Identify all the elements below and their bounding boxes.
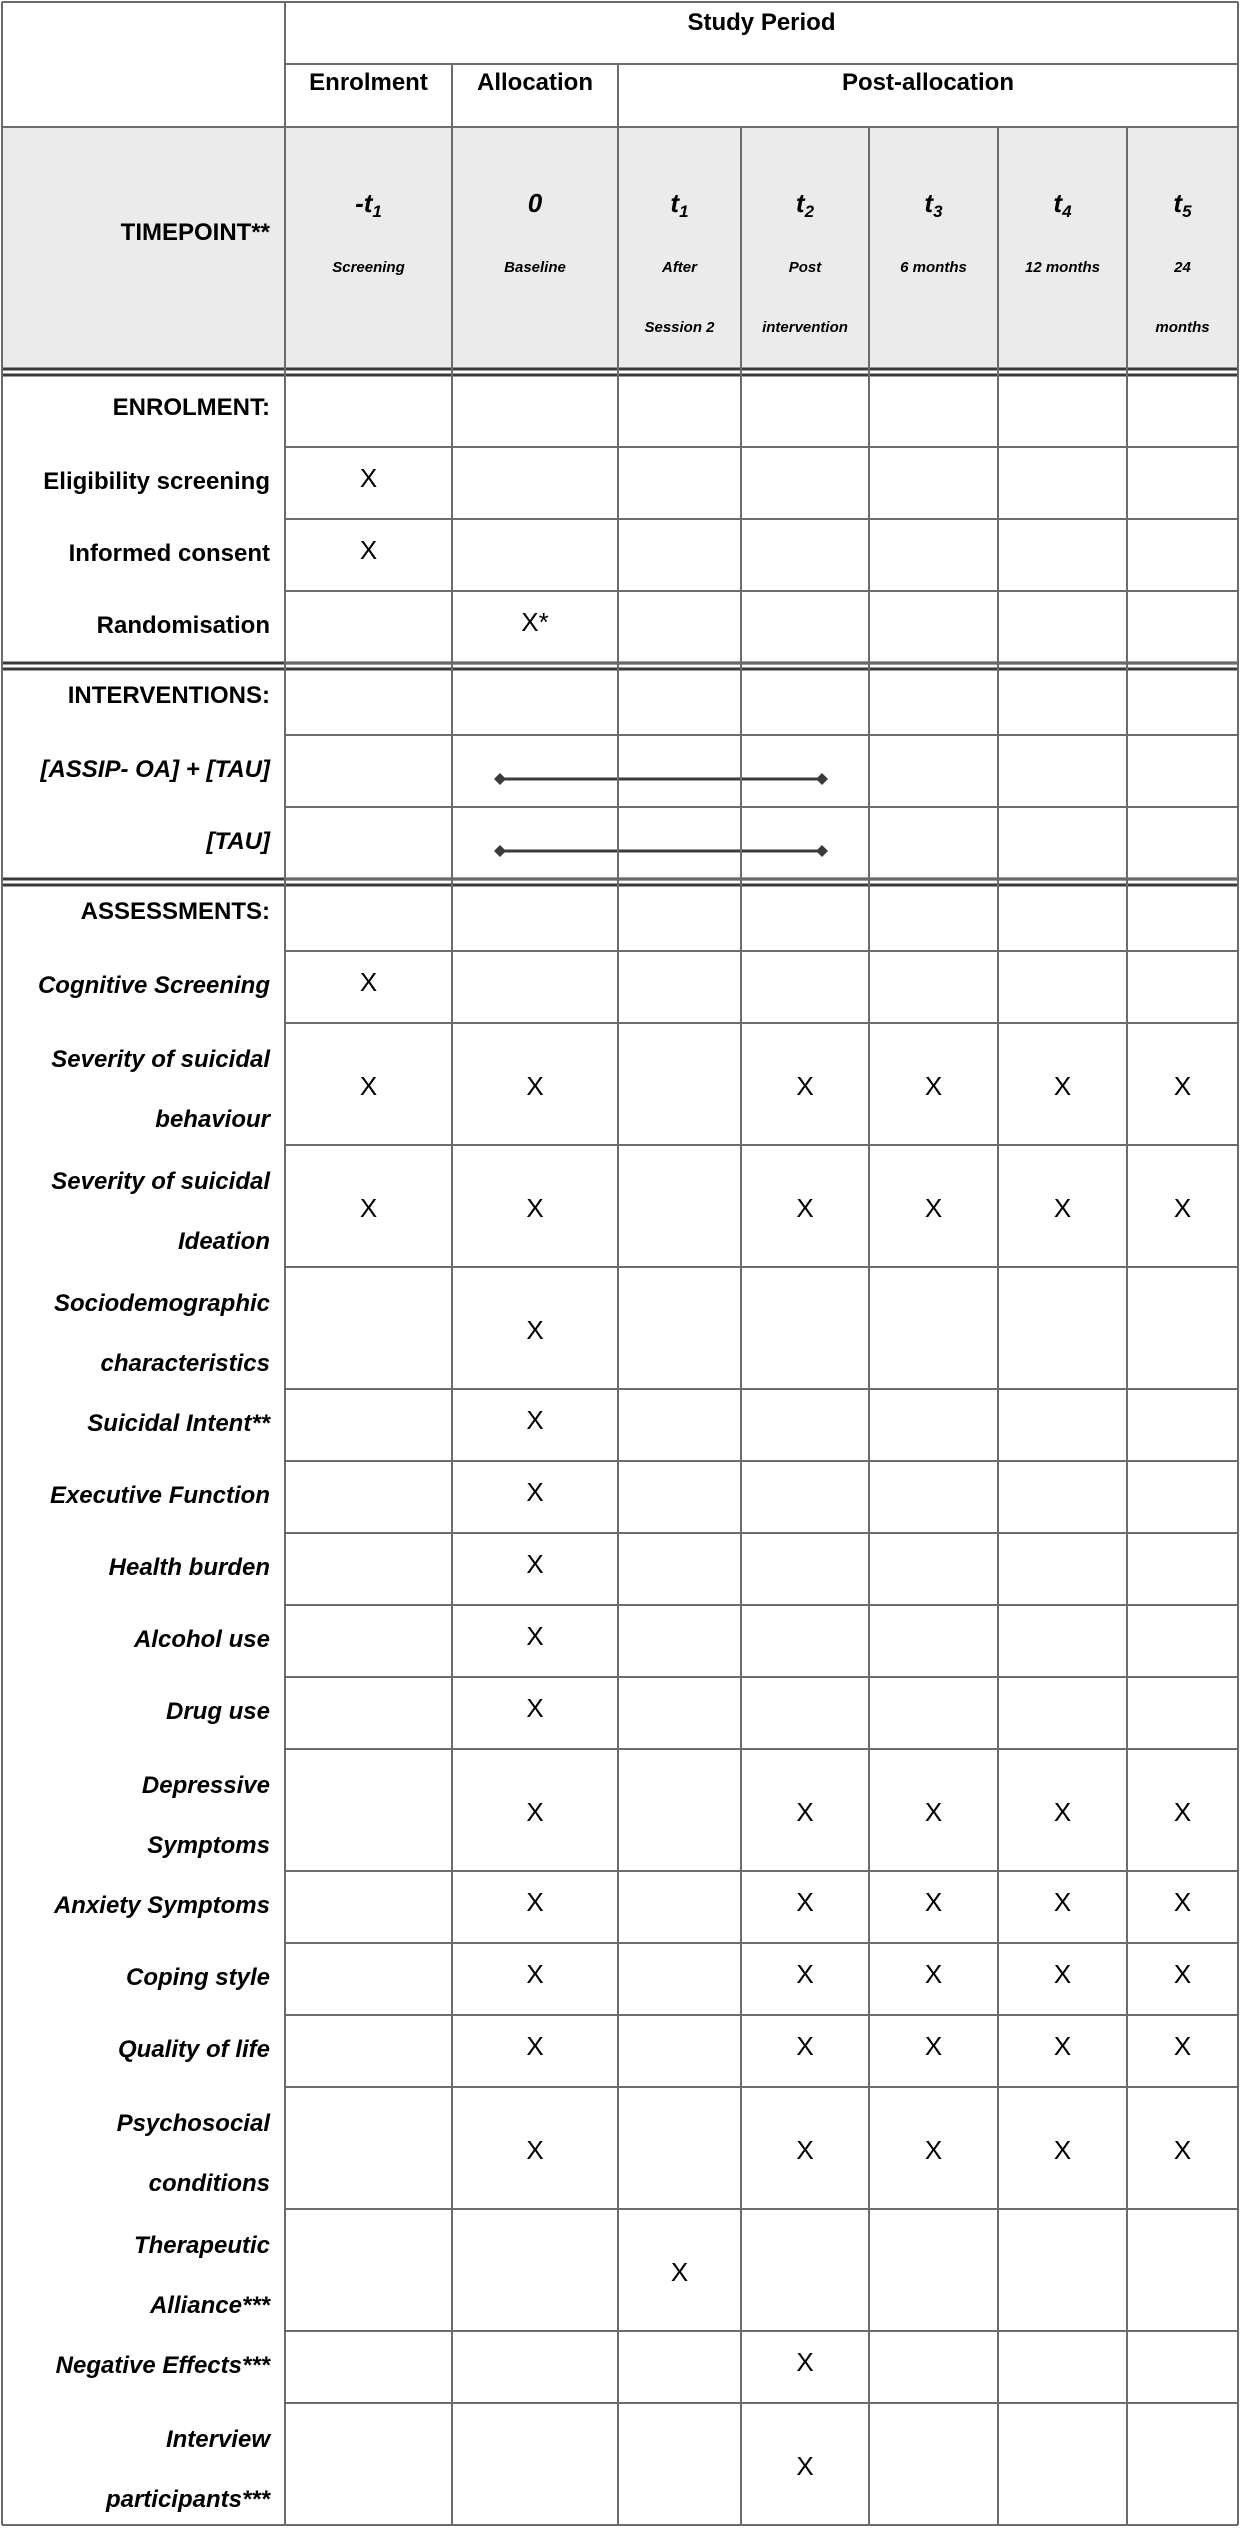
schedule-mark: X: [1173, 1071, 1192, 1101]
row-label: Interview: [165, 2426, 270, 2453]
schedule-mark: X: [924, 1071, 943, 1101]
schedule-mark: X*: [521, 607, 549, 637]
row-label: Cognitive Screening: [37, 972, 270, 999]
section-title: ASSESSMENTS:: [80, 898, 270, 925]
schedule-mark: X: [526, 1887, 544, 1917]
schedule-mark: X: [1173, 1959, 1192, 1989]
row-label: Severity of suicidal: [51, 1046, 270, 1073]
schedule-mark: X: [924, 1797, 943, 1827]
schedule-mark: X: [924, 2135, 943, 2165]
timepoint-desc-t1: After: [661, 259, 698, 276]
schedule-mark: X: [1173, 1193, 1192, 1223]
schedule-mark: X: [796, 2031, 814, 2061]
row-label: Randomisation: [96, 612, 270, 639]
timepoint-desc-0: Baseline: [504, 259, 566, 276]
row-label: Alcohol use: [133, 1626, 270, 1653]
schedule-mark: X: [796, 2135, 814, 2165]
timepoint-desc-t5: months: [1155, 319, 1210, 336]
schedule-mark: X: [1053, 1887, 1072, 1917]
bar-start-diamond: [494, 773, 506, 785]
timepoint-symbol-main: -t: [355, 188, 373, 218]
timepoint-symbol-0: [528, 188, 543, 218]
schedule-mark: X: [359, 967, 378, 997]
schedule-mark: X: [526, 1549, 544, 1579]
schedule-mark: X: [924, 1959, 943, 1989]
schedule-mark: X: [924, 1193, 943, 1223]
schedule-mark: X: [796, 1959, 814, 1989]
row-label: Drug use: [165, 1698, 270, 1725]
schedule-mark: X: [924, 2031, 943, 2061]
timepoint-symbol-main: t: [924, 188, 934, 218]
row-label: Symptoms: [147, 1832, 270, 1859]
timepoint-desc--t1: Screening: [332, 259, 405, 276]
schedule-mark: X: [796, 1887, 814, 1917]
bar-end-diamond: [816, 845, 828, 857]
schedule-mark: X: [1053, 1959, 1072, 1989]
schedule-mark: X: [526, 1193, 544, 1223]
schedule-mark: X: [526, 1405, 544, 1435]
timepoint-symbol-main: t: [795, 188, 805, 218]
timepoint-subscript: 5: [1182, 202, 1192, 221]
schedule-mark: X: [796, 1071, 814, 1101]
timepoint-symbol-main: t: [670, 188, 680, 218]
row-label: Suicidal Intent**: [87, 1410, 270, 1437]
row-label: Alliance***: [149, 2292, 270, 2319]
row-label: Sociodemographic: [53, 1290, 270, 1317]
timepoint-desc-t1: Session 2: [644, 319, 715, 336]
schedule-mark: X: [359, 535, 378, 565]
schedule-mark: X: [1053, 1797, 1072, 1827]
schedule-mark: X: [526, 1797, 544, 1827]
timepoint-symbol-main: t: [1173, 188, 1183, 218]
schedule-mark: X: [1053, 2031, 1072, 2061]
bar-start-diamond: [494, 845, 506, 857]
row-label: Severity of suicidal: [51, 1168, 270, 1195]
timepoint-symbol-main: 0: [527, 188, 543, 218]
row-label: Quality of life: [117, 2036, 270, 2063]
schedule-mark: X: [526, 1959, 544, 1989]
timepoint-desc-t4: 12 months: [1024, 259, 1101, 276]
timepoint-desc-t2: Post: [788, 259, 822, 276]
schedule-mark: X: [1053, 1071, 1072, 1101]
schedule-mark: X: [1053, 2135, 1072, 2165]
schedule-mark: X: [526, 2031, 544, 2061]
phase-post-allocation: Post-allocation: [841, 69, 1015, 96]
phase-allocation: Allocation: [476, 69, 594, 96]
schedule-mark: X: [924, 1887, 943, 1917]
schedule-mark: X: [796, 1797, 814, 1827]
row-label: [TAU]: [206, 828, 270, 855]
row-label: Therapeutic: [133, 2232, 270, 2259]
schedule-mark: X: [526, 1477, 544, 1507]
row-label: Psychosocial: [116, 2110, 270, 2137]
timepoint-symbol-main: t: [1053, 188, 1063, 218]
schedule-mark: X: [526, 2135, 544, 2165]
timepoint-desc-t2: intervention: [762, 319, 848, 336]
schedule-mark: X: [526, 1071, 544, 1101]
row-label: Anxiety Symptoms: [53, 1892, 270, 1919]
row-label: participants***: [105, 2486, 270, 2513]
bar-end-diamond: [816, 773, 828, 785]
row-label: Executive Function: [49, 1482, 270, 1509]
timepoint-desc-t3: 6 months: [900, 259, 967, 276]
row-label: Negative Effects***: [55, 2352, 270, 2379]
schedule-mark: X: [1173, 1887, 1192, 1917]
timepoint-subscript: 3: [933, 202, 943, 221]
row-label: Informed consent: [68, 540, 270, 567]
section-title: ENROLMENT:: [112, 394, 270, 421]
schedule-mark: X: [359, 463, 378, 493]
timepoint-desc-t5: 24: [1174, 259, 1191, 276]
schedule-mark: X: [796, 2347, 814, 2377]
timepoint-subscript: 1: [372, 202, 382, 221]
timepoint-header-band: [2, 127, 1238, 369]
schedule-mark: X: [526, 1693, 544, 1723]
schedule-mark: X: [1173, 1797, 1192, 1827]
study-period-title: Study Period: [687, 9, 836, 36]
schedule-mark: X: [1173, 2135, 1192, 2165]
timepoint-subscript: 1: [679, 202, 689, 221]
schedule-mark: X: [526, 1621, 544, 1651]
section-title: INTERVENTIONS:: [67, 682, 270, 709]
timepoint-subscript: 2: [804, 202, 815, 221]
phase-enrolment: Enrolment: [309, 69, 428, 96]
row-label: [ASSIP- OA] + [TAU]: [40, 756, 270, 783]
row-label: Coping style: [125, 1964, 270, 1991]
schedule-mark: X: [670, 2257, 689, 2287]
row-label: conditions: [148, 2170, 270, 2197]
schedule-mark: X: [526, 1315, 544, 1345]
row-label: Depressive: [141, 1772, 270, 1799]
row-label: Eligibility screening: [43, 468, 270, 495]
schedule-mark: X: [1053, 1193, 1072, 1223]
row-label: Health burden: [108, 1554, 270, 1581]
row-label: characteristics: [100, 1350, 270, 1377]
schedule-mark: X: [796, 1193, 814, 1223]
timepoint-subscript: 4: [1062, 202, 1072, 221]
schedule-mark: X: [359, 1071, 378, 1101]
schedule-mark: X: [796, 2451, 814, 2481]
timepoint-label: TIMEPOINT**: [120, 219, 270, 246]
row-label: Ideation: [177, 1228, 270, 1255]
schedule-mark: X: [359, 1193, 378, 1223]
row-label: behaviour: [155, 1106, 270, 1133]
schedule-mark: X: [1173, 2031, 1192, 2061]
